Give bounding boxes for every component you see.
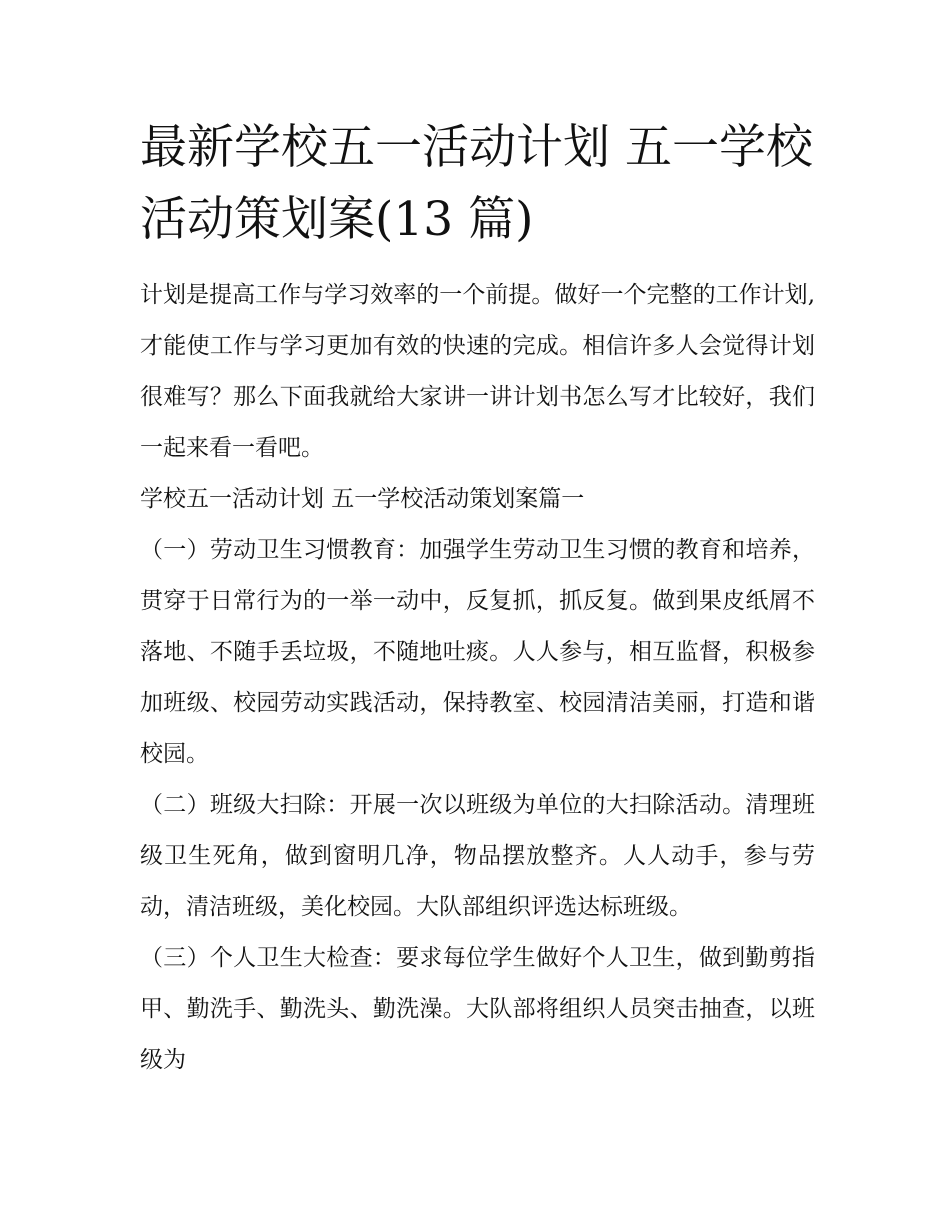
intro-paragraph: 计划是提高工作与学习效率的一个前提。做好一个完整的工作计划,才能使工作与学习更加有效的快速的完成。相信许多人会觉得计划很难写？那么下面我就给大家讲一讲计划书怎么写才比较好，我们一起来看一看吧。 [140,282,815,461]
document-body [140,112,815,1086]
document-title: 最新学校五一活动计划 五一学校活动策划案(13 篇) [140,120,813,247]
paragraph-class-cleaning: （二）班级大扫除：开展一次以班级为单位的大扫除活动。清理班级卫生死角，做到窗明几净，物品摆放整齐。人人动手，参与劳动，清洁班级，美化校园。大队部组织评选达标班级。 [140,792,815,920]
section-heading: 学校五一活动计划 五一学校活动策划案篇一 [140,486,585,512]
paragraph-hygiene-education: （一）劳动卫生习惯教育：加强学生劳动卫生习惯的教育和培养，贯穿于日常行为的一举一动中，反复抓，抓反复。做到果皮纸屑不落地、不随手丢垃圾，不随地吐痰。人人参与，相互监督，积极参加班级、校园劳动实践活动，保持教室、校园清洁美丽，打造和谐校园。 [140,537,815,767]
paragraph-personal-hygiene-check: （三）个人卫生大检查：要求每位学生做好个人卫生，做到勤剪指甲、勤洗手、勤洗头、勤洗澡。大队部将组织人员突击抽查，以班级为 [140,945,815,1073]
